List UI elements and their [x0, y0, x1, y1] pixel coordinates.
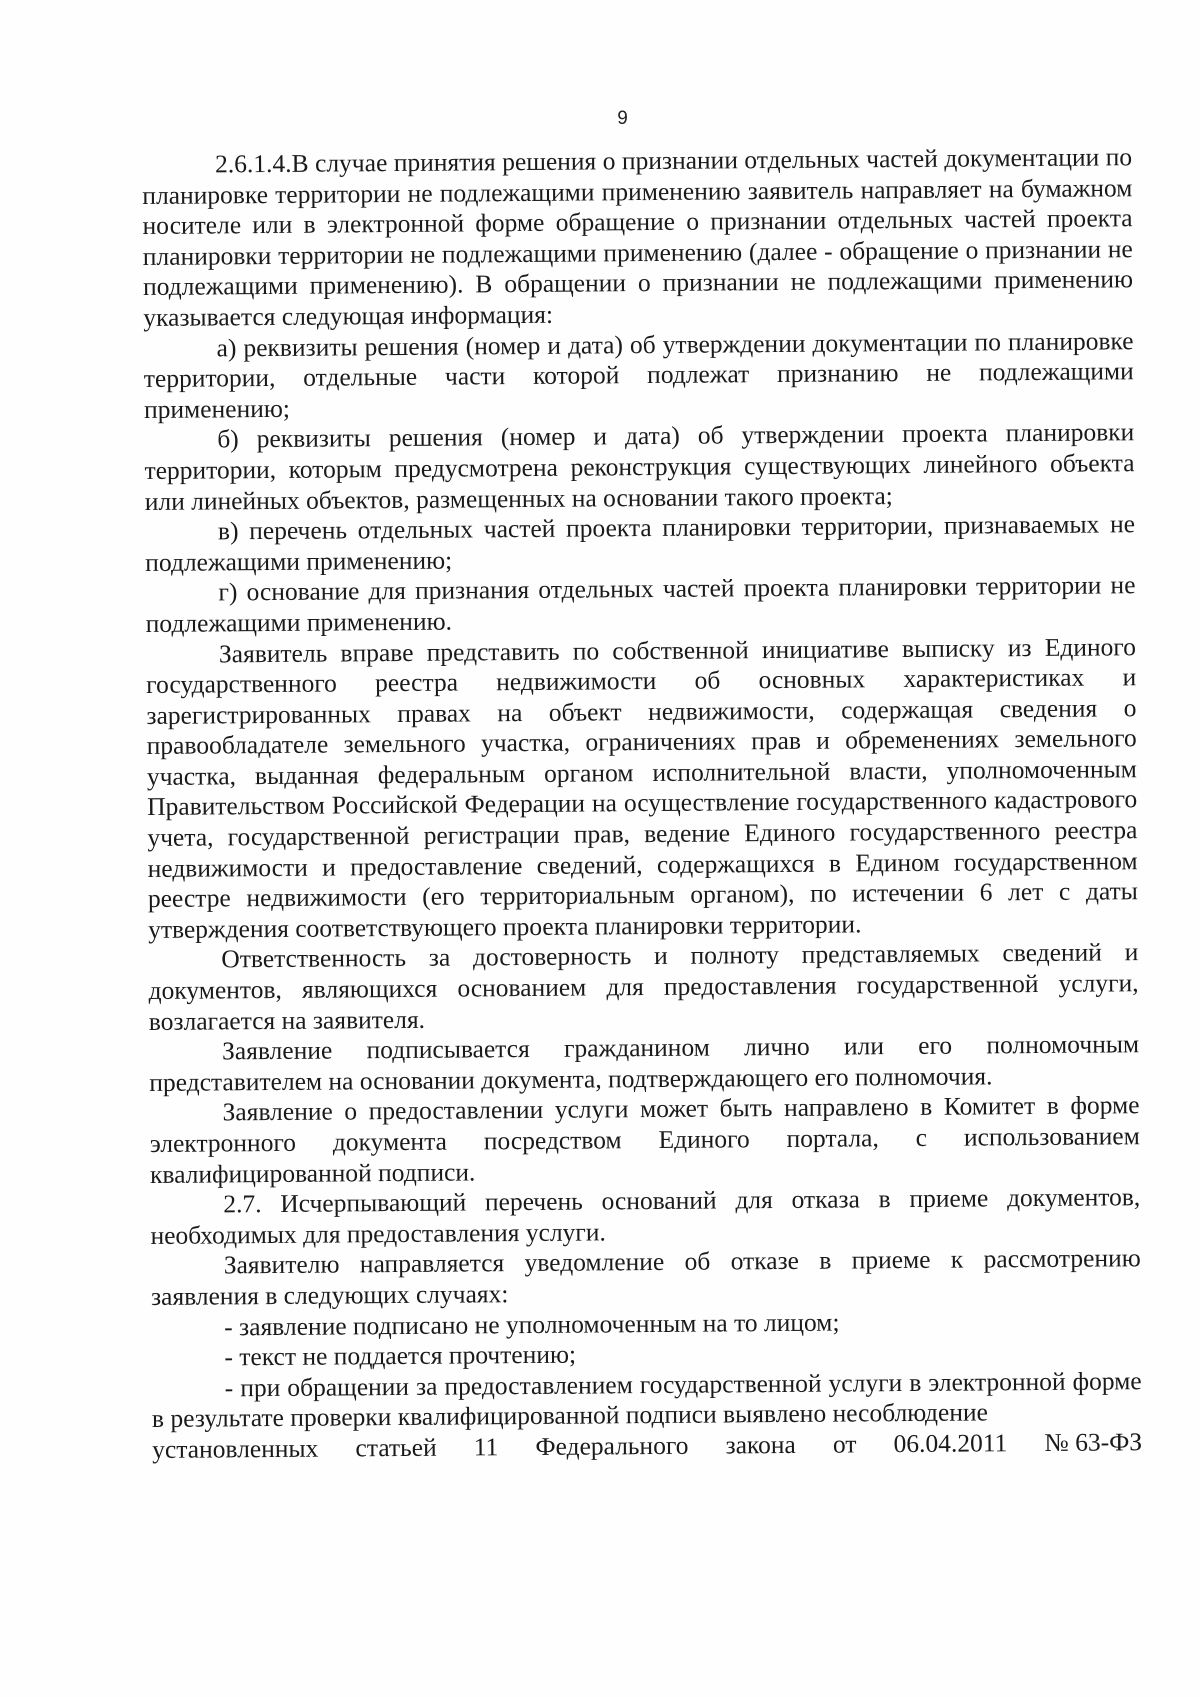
- tail-word: от: [832, 1429, 857, 1459]
- tail-word: 06.04.2011: [893, 1428, 1008, 1459]
- page-number: 9: [617, 108, 628, 129]
- tail-word: 11: [473, 1432, 499, 1462]
- list-item-electronic-check: - при обращении за предоставлением государственной услуги в электронной форме в результате проверки квалифицированной подписи выявлено несоблюдение: [151, 1365, 1142, 1434]
- tail-line: [152, 1427, 1142, 1465]
- paragraph-applicant-right: Заявитель вправе представить по собственной инициативе выписку из Единого государственного реестра недвижимости об основных характеристиках и зарегистрированных правах на объект недвижимости, содержащая сведения о правообладателе земельного участка, ограничениях прав и обременениях земельного участка, выданная федеральным органом исполнительной власти, уполномоченным Правительством Российской Федерации на осуществление государственного кадастрового учета, государственной регистрации прав, ведение Единого государственного реестра недвижимости и предоставление сведений, содержащихся в Едином государственном реестре недвижимости (его территориальным органом), по истечении 6 лет с даты утверждения соответствующего проекта планировки территории.: [146, 631, 1138, 944]
- paragraph-item-b: б) реквизиты решения (номер и дата) об утверждении проекта планировки территории, которым предусмотрена реконструкция существующих линейного объекта или линейных объектов, размещенных на основании такого проекта;: [144, 417, 1135, 516]
- paragraph-responsibility: Ответственность за достоверность и полноту представляемых сведений и документов, являющихся основанием для предоставления государственной услуги, возлагается на заявителя.: [148, 937, 1139, 1036]
- paragraph-2-6-1-4: 2.6.1.4.В случае принятия решения о признании отдельных частей документации по планировке территории не подлежащими применению заявитель направляет на бумажном носителе или в электронной форме обращение о признании отдельных частей проекта планировки территории не подлежащими применению (далее - обращение о признании не подлежащими применению). В обращении о признании не подлежащими применению указывается следующая информация:: [142, 142, 1134, 332]
- list-item-unauthorized: - заявление подписано не уполномоченным на то лицом;: [224, 1307, 840, 1341]
- tail-word: № 63-ФЗ: [1044, 1427, 1143, 1457]
- tail-word: установленных: [152, 1433, 319, 1464]
- paragraph-signature: Заявление подписывается гражданином лично или его полномочным представителем на основании документа, подтверждающего его полномочия.: [149, 1029, 1140, 1097]
- tail-word: статьей: [355, 1432, 437, 1463]
- tail-word: Федерального: [535, 1430, 689, 1461]
- list-item-unreadable: - текст не поддается прочтению;: [224, 1339, 577, 1372]
- document-body: [142, 142, 1142, 1465]
- paragraph-item-v: в) перечень отдельных частей проекта планировки территории, признаваемых не подлежащими применению;: [145, 509, 1136, 577]
- tail-word: закона: [725, 1429, 796, 1460]
- paragraph-section-2-7: 2.7. Исчерпывающий перечень оснований для отказа в приеме документов, необходимых для предоставления услуги.: [150, 1182, 1141, 1250]
- paragraph-item-a: а) реквизиты решения (номер и дата) об утверждении документации по планировке территории, отдельные части которой подлежат признанию не подлежащими применению;: [143, 325, 1134, 424]
- paragraph-refusal-notice: Заявителю направляется уведомление об отказе в приеме к рассмотрению заявления в следующих случаях:: [150, 1243, 1141, 1311]
- paragraph-item-g: г) основание для признания отдельных частей проекта планировки территории не подлежащими применению.: [145, 570, 1136, 638]
- paragraph-electronic-submission: Заявление о предоставлении услуги может быть направлено в Комитет в форме электронного документа посредством Единого портала, с использованием квалифицированной подписи.: [149, 1090, 1140, 1189]
